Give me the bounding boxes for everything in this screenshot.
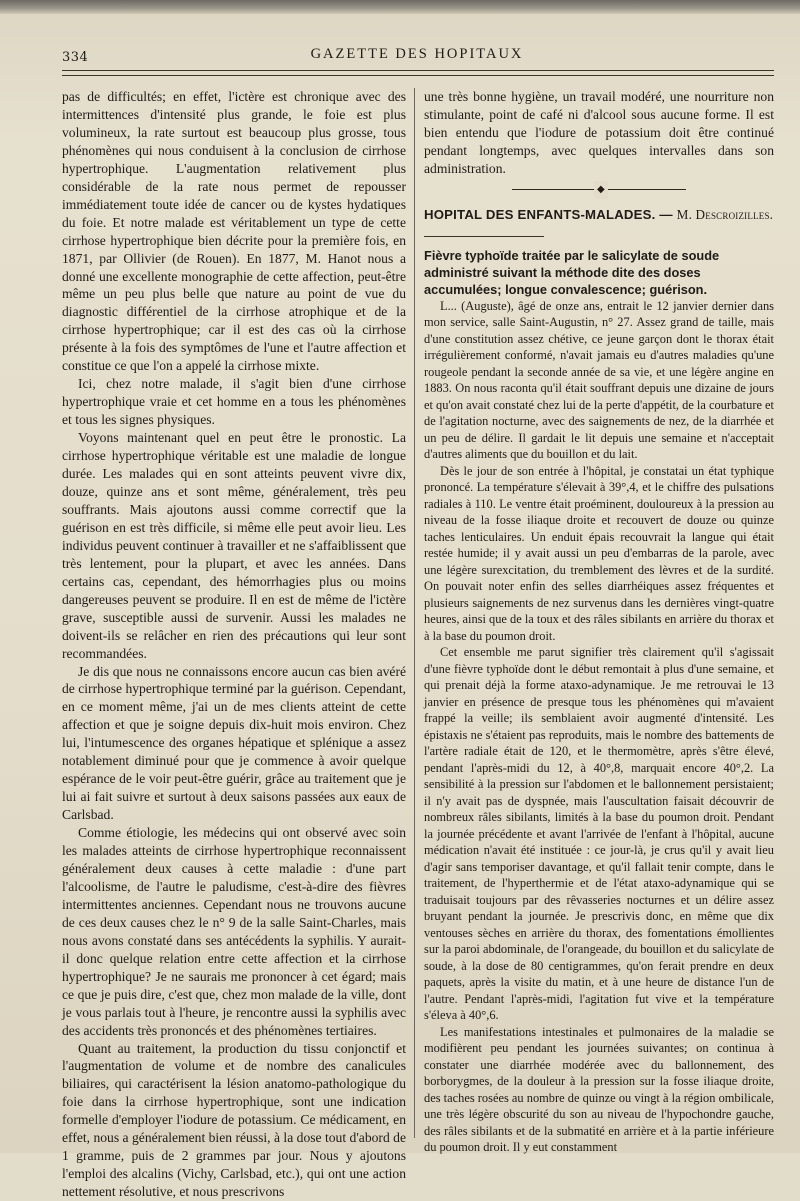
case-paragraph: L... (Auguste), âgé de onze ans, entrait le 12 janvier dernier dans mon service, salle Saint-Augustin, n° 27. Assez grand de taille, mais d'une constitution assez chétive, ce jeune garçon dont le thorax était irrégulièrement conformé, n'avait jamais eu d'autres maladies qu'une rougeole pendant la seconde année de sa vie, et une légère angine en 1883. On nous raconta qu'il était souffrant depuis une dizaine de jours et qu'on avait constaté chez lui de la perte d'appétit, de la courbature et de l'agitation nocturne, avec des saignements de nez, de la diarrhée et un peu de délire. Il gardait le lit depuis une semaine et n'acceptait d'autres aliments que du bouillon et du lait.: [424, 298, 774, 462]
left-paragraph: Comme étiologie, les médecins qui ont observé avec soin les malades atteints de cirrhose hypertrophique reconnaissent généralement deux causes à cette maladie : d'une part l'alcoolisme, de l'autre le paludisme, c'est-à-dire des fièvres intermittentes anciennes. Cependant nous ne trouvons aucune de ces deux causes chez le n° 9 de la salle Saint-Charles, mais nous avons constaté dans ses antécédents la syphilis. Y aurait-il donc quelque relation entre cette affection et la cirrhose hypertrophique? Je ne saurais me prononcer à cet égard; mais ce que je puis dire, c'est que, chez mon malade de la ville, dont je vous parlais tout à l'heure, je rencontre aussi la syphilis avec des accidents très prononcés et des phénomènes tertiaires.: [62, 825, 406, 1038]
section-heading: [424, 206, 774, 224]
right-continuation: une très bonne hygiène, un travail modéré, une nourriture non stimulante, point de café ni d'alcool sous aucune forme. Il est bien entendu que l'iodure de potassium doit être continué pendant longtemps, avec quelques intervalles dans son administration.: [424, 89, 774, 176]
left-paragraph: Ici, chez notre malade, il s'agit bien d'une cirrhose hypertrophique vraie et cet homme en a tous les phénomènes et tous les signes physiques.: [62, 376, 406, 428]
case-paragraph: Cet ensemble me parut signifier très clairement qu'il s'agissait d'une fièvre typhoïde dont le début remontait à plus d'une semaine, et qui prenait déjà la forme ataxo-adynamique. Je me retrouvai le 13 janvier en présence de presque tous les phénomènes qui m'avaient frappé la veille; ils semblaient avoir augmenté d'intensité. Les épistaxis ne s'étaient pas reproduits, mais le nombre des battements de l'artère radiale était de 120, et le thermomètre, après s'être élevé, pendant l'après-midi du 12, à 40°,8, marquait encore 40°,2. La sensibilité à la pression sur l'abdomen et le ballonnement persistaient; il n'y avait pas de dyspnée, mais l'auscultation faisait découvrir de nombreux râles sibilants, limités à la base du poumon droit. Pendant la journée précédente et avant l'arrivée de l'enfant à l'hôpital, aucune médication n'avait été instituée : ce jour-là, je crus qu'il y avait lieu d'agir sans temporiser davantage, et qu'il fallait tenir compte, dans le traitement, de l'hyperthermie et de l'état ataxo-adynamique qui se traduisait toujours par des rêvasseries nocturnes et un délire assez bruyant pendant la journée. Je prescrivis donc, en même que dix ventouses sèches en arrière du thorax, des fomentations émollientes sur la paroi abdominale, de l'orangeade, du bouillon et du salicylate de soude, à la dose de 80 centigrammes, qu'on ferait prendre en deux paquets, après la visite du matin, et à une heure de distance l'un de l'autre. Pendant l'après-midi, l'agitation fut vive et la température s'éleva à 40°,6.: [424, 645, 774, 1023]
case-title: Fièvre typhoïde traitée par le salicylate de soude administré suivant la méthode dite des doses accumulées; longue convalescence; guérison.: [424, 247, 720, 297]
left-paragraph: pas de difficultés; en effet, l'ictère est chronique avec des intermittences d'intensité plus grande, le foie est plus volumineux, la rate surtout est beaucoup plus grosse, tous phénomènes qui nous conduisent à la conclusion de cirrhose hypertrophique. L'augmentation relativement plus considérable de la rate nous permet de repousser immédiatement toute idée de cancer ou de kystes hydatiques du foie. Et notre malade est véritablement un type de cette cirrhose hypertrophique bien décrite pour la première fois, en 1871, par Ollivier (de Rouen). En 1877, M. Hanot nous a donné une excellente monographie de cette affection, peut-être même un peu plus belle que nature au point de vue du diagnostic différentiel de la cirrhose atrophique et de la cirrhose hypertrophique; car il est des cas où la cirrhose présente à la fois des symptômes de l'une et l'autre affection et constitue ce que l'on a appelé la cirrhose mixte.: [62, 89, 406, 374]
left-column: [62, 88, 406, 1201]
ornamental-separator: [424, 178, 774, 200]
page-top-edge: [0, 0, 800, 14]
left-paragraph: Quant au traitement, la production du tissu conjonctif et l'augmentation de volume et de nombre des canalicules biliaires, qui caractérisent la lésion anatomo-pathologique du foie dans la cirrhose hypertrophique, sont une indication formelle d'employer l'iodure de potassium. Ce médicament, en effet, nous a généralement bien réussi, à la dose tout d'abord de 1 gramme, puis de 2 grammes par jour. Nous y ajoutons l'emploi des alcalins (Vichy, Carlsbad, etc.), qui ont une action nettement résolutive, et nous prescrivons: [62, 1040, 406, 1200]
journal-title: GAZETTE DES HOPITAUX: [310, 46, 524, 62]
column-divider: [414, 88, 415, 1138]
doctor-name: M. Descroizilles.: [676, 206, 774, 222]
right-column: [424, 88, 774, 1156]
case-paragraph: Les manifestations intestinales et pulmonaires de la maladie se modifièrent peu pendant les journées suivantes; on continua à constater une diarrhée modérée avec du ballonnement, des borborygmes, de la douleur à la pression sur la fosse iliaque droite, des taches rosées au nombre de quinze ou vingt à la région ombilicale, une très légère obscurité du son au niveau de l'hypochondre gauche, des râles sibilants et de la submatité en arrière et à la partie inférieure du poumon droit. Il y eut constamment: [424, 1024, 774, 1155]
header-rule-thick: [62, 70, 774, 71]
page-number: 334: [62, 50, 89, 65]
case-paragraph: Dès le jour de son entrée à l'hôpital, je constatai un état typhique prononcé. La température s'élevait à 39°,4, et le chiffre des pulsations radiales à 110. Le ventre était proéminent, douloureux à la pression au niveau de la fosse iliaque droite et recouvert de douze ou quinze taches lenticulaires. Un enduit épais recouvrait la langue qui était restée humide; il y avait aussi un peu d'embarras de la parole, avec une légère surexcitation, du tremblement des lèvres et de la surdité. On pouvait noter enfin des selles diarrhéiques assez fréquentes et plusieurs saignements de nez survenus dans les dernières vingt-quatre heures, ainsi que de la toux et des râles sibilants en arrière du thorax et à la base du poumon droit.: [424, 463, 774, 643]
heading-rule: [424, 236, 544, 237]
header-rule-thin: [62, 75, 774, 76]
left-paragraph: Je dis que nous ne connaissons encore aucun cas bien avéré de cirrhose hypertrophique terminé par la guérison. Cependant, en ce moment même, j'ai un de mes clients atteint de cette affection et que je soigne depuis dix-huit mois environ. Chez lui, l'intumescence des organes hépatique et splénique a assez notablement diminué pour que je commence à avoir quelque espérance de le voir peut-être guérir, grâce au traitement que je lui ai fait suivre et surtout à deux saisons passées aux eaux de Carlsbad.: [62, 663, 406, 823]
page-header: [62, 44, 772, 66]
left-paragraph: Voyons maintenant quel en peut être le pronostic. La cirrhose hypertrophique véritable est une maladie de longue durée. Les malades qui en sont atteints peuvent vivre dix, douze, quinze ans et sont même, généralement, très peu souffrants. Mais ajoutons aussi comme correctif que la guérison en est très difficile, si même elle peut avoir lieu. Les individus peuvent continuer à travailler et ne s'affaiblissent que très lentement, pour la plupart, et avec les années. Dans certains cas, cependant, des hémorrhagies plus ou moins dangereuses peuvent se produire. Il en est de même de l'ictère grave, susceptible aussi de survenir. Aussi les malades ne doivent-ils se relâcher en rien des précautions qui leur sont recommandées.: [62, 430, 406, 661]
hospital-name: HOPITAL DES ENFANTS-MALADES. —: [424, 206, 673, 222]
